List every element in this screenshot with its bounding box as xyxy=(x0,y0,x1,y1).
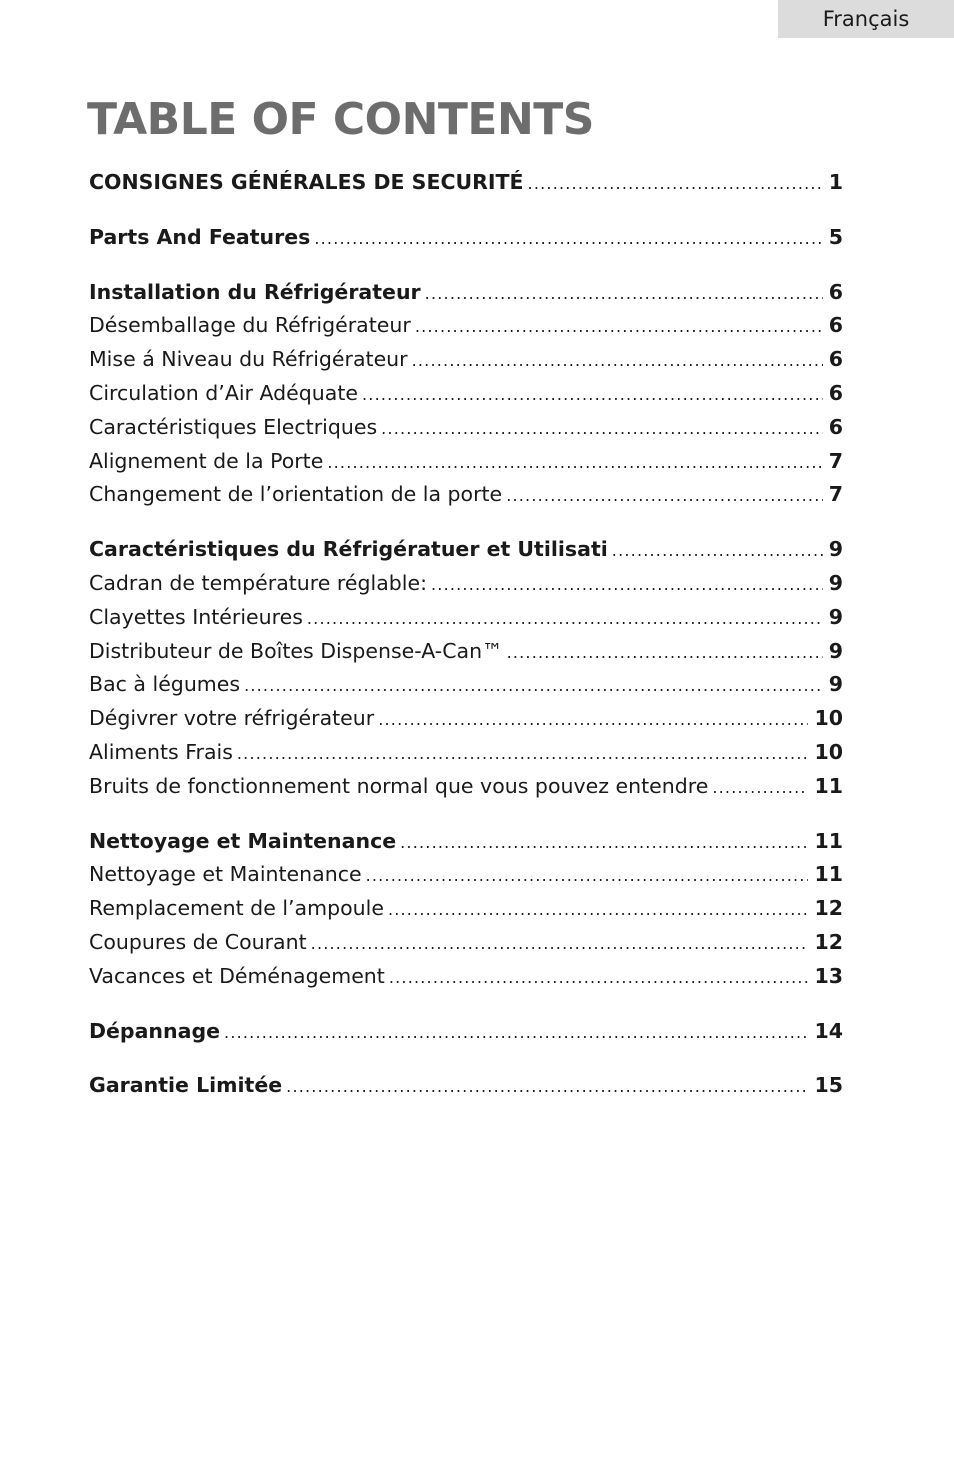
toc-page-number: 6 xyxy=(828,347,843,372)
toc-entry-label: Alignement de la Porte xyxy=(89,448,324,473)
toc-page-number: 9 xyxy=(828,672,843,697)
dot-leader xyxy=(314,222,822,255)
toc-page-number: 9 xyxy=(828,638,843,663)
toc-entry-label: Remplacement de l’ampoule xyxy=(89,896,384,921)
dot-leader xyxy=(389,961,809,994)
toc-entry-label: Dégivrer votre réfrigérateur xyxy=(89,706,375,731)
toc-page-number: 10 xyxy=(814,739,843,764)
toc-entry-label: Aliments Frais xyxy=(89,739,233,764)
toc-entry-label: Circulation d’Air Adéquate xyxy=(89,380,358,405)
toc-section-heading[interactable] xyxy=(89,166,843,200)
toc-entry-label: Cadran de température réglable: xyxy=(89,570,427,595)
toc-entry-label: CONSIGNES GÉNÉRALES DE SECURITÉ xyxy=(89,170,524,194)
page-title: TABLE OF CONTENTS xyxy=(87,94,594,145)
toc-page-number: 5 xyxy=(828,224,843,249)
toc-entry-label: Nettoyage et Maintenance xyxy=(89,828,397,853)
dot-leader xyxy=(237,737,809,770)
toc-entry[interactable] xyxy=(89,411,843,445)
toc-entry-label: Coupures de Courant xyxy=(89,929,307,954)
toc-section xyxy=(89,276,843,513)
toc-page-number: 12 xyxy=(814,929,843,954)
toc-entry[interactable] xyxy=(89,736,843,770)
toc-section-heading[interactable] xyxy=(89,533,843,567)
dot-leader xyxy=(307,602,823,635)
toc-entry[interactable] xyxy=(89,601,843,635)
toc-page-number: 7 xyxy=(828,482,843,507)
dot-leader xyxy=(612,534,823,567)
language-tab: Français xyxy=(778,0,954,38)
toc-entry-label: Garantie Limitée xyxy=(89,1073,283,1098)
toc-page-number: 9 xyxy=(828,537,843,562)
toc-entry-label: Clayettes Intérieures xyxy=(89,604,303,629)
toc-section-heading[interactable] xyxy=(89,825,843,859)
dot-leader xyxy=(362,378,823,411)
dot-leader xyxy=(366,859,809,892)
toc-entry[interactable] xyxy=(89,377,843,411)
toc-section xyxy=(89,825,843,994)
dot-leader xyxy=(244,669,823,702)
toc-page-number: 11 xyxy=(814,862,843,887)
toc-page-number: 6 xyxy=(828,380,843,405)
dot-leader xyxy=(507,636,823,669)
toc-page-number: 10 xyxy=(814,706,843,731)
toc-entry-label: Installation du Réfrigérateur xyxy=(89,279,421,304)
toc-page-number: 12 xyxy=(814,896,843,921)
toc-entry[interactable] xyxy=(89,635,843,669)
toc-page-number: 13 xyxy=(814,963,843,988)
dot-leader xyxy=(528,167,823,200)
toc-entry[interactable] xyxy=(89,702,843,736)
toc-section xyxy=(89,533,843,803)
dot-leader xyxy=(224,1016,808,1049)
toc-entry-label: Dépannage xyxy=(89,1018,221,1043)
dot-leader xyxy=(415,310,823,343)
toc-section xyxy=(89,221,843,255)
toc-section-heading[interactable] xyxy=(89,221,843,255)
toc-section xyxy=(89,1015,843,1049)
dot-leader xyxy=(378,703,808,736)
toc-entry-label: Bac à légumes xyxy=(89,672,241,697)
toc-page-number: 6 xyxy=(828,313,843,338)
toc-entry-label: Nettoyage et Maintenance xyxy=(89,862,362,887)
dot-leader xyxy=(712,771,808,804)
toc-entry-label: Caractéristiques Electriques xyxy=(89,414,378,439)
toc-entry[interactable] xyxy=(89,892,843,926)
dot-leader xyxy=(425,277,823,310)
dot-leader xyxy=(431,568,823,601)
toc-entry[interactable] xyxy=(89,445,843,479)
toc-section-heading[interactable] xyxy=(89,1069,843,1103)
dot-leader xyxy=(327,446,822,479)
toc-page-number: 11 xyxy=(814,773,843,798)
table-of-contents xyxy=(89,166,843,1124)
toc-page-number: 15 xyxy=(814,1073,843,1098)
toc-entry-label: Caractéristiques du Réfrigératuer et Utilisati xyxy=(89,537,608,562)
toc-entry-label: Changement de l’orientation de la porte xyxy=(89,482,503,507)
toc-entry[interactable] xyxy=(89,478,843,512)
toc-page-number: 14 xyxy=(814,1018,843,1043)
toc-section xyxy=(89,166,843,200)
toc-entry[interactable] xyxy=(89,926,843,960)
dot-leader xyxy=(412,344,823,377)
toc-section xyxy=(89,1069,843,1103)
toc-entry-label: Parts And Features xyxy=(89,224,311,249)
toc-entry-label: Distributeur de Boîtes Dispense-A-Can™ xyxy=(89,638,503,663)
toc-section-heading[interactable] xyxy=(89,276,843,310)
toc-page-number: 1 xyxy=(828,170,843,194)
toc-page-number: 11 xyxy=(814,828,843,853)
toc-entry[interactable] xyxy=(89,567,843,601)
dot-leader xyxy=(506,479,823,512)
toc-entry-label: Vacances et Déménagement xyxy=(89,963,385,988)
dot-leader xyxy=(286,1070,808,1103)
dot-leader xyxy=(388,893,809,926)
toc-page-number: 6 xyxy=(828,414,843,439)
toc-section-heading[interactable] xyxy=(89,1015,843,1049)
toc-page-number: 9 xyxy=(828,604,843,629)
dot-leader xyxy=(400,826,808,859)
toc-entry-label: Mise á Niveau du Réfrigérateur xyxy=(89,347,408,372)
toc-page-number: 6 xyxy=(828,279,843,304)
dot-leader xyxy=(311,927,809,960)
toc-entry-label: Désemballage du Réfrigérateur xyxy=(89,313,411,338)
toc-entry[interactable] xyxy=(89,668,843,702)
toc-page-number: 9 xyxy=(828,570,843,595)
toc-page-number: 7 xyxy=(828,448,843,473)
toc-entry[interactable] xyxy=(89,343,843,377)
toc-entry[interactable] xyxy=(89,309,843,343)
toc-entry[interactable] xyxy=(89,858,843,892)
dot-leader xyxy=(381,412,823,445)
toc-entry-label: Bruits de fonctionnement normal que vous pouvez entendre xyxy=(89,773,709,798)
toc-entry[interactable] xyxy=(89,770,843,804)
toc-entry[interactable] xyxy=(89,960,843,994)
